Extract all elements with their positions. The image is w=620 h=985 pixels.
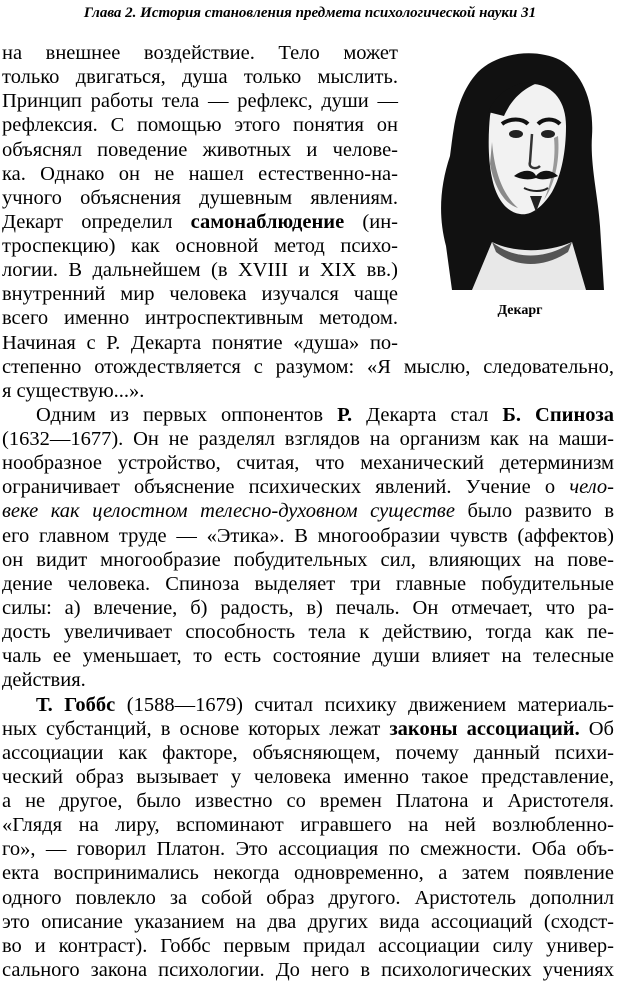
- text-line: внутренний мир человека изучался чаще: [2, 283, 398, 306]
- text-line: степенно отождествляется с разумом: «Я мыслю, следовательно,: [2, 355, 614, 378]
- text-line: всего именно интроспективным методом.: [2, 307, 398, 330]
- text-line: ка. Однако он не нашел естественно-на-: [2, 162, 398, 185]
- text-line: во и контраст). Гоббс первым придал ассоциации силу универ-: [2, 934, 614, 957]
- text-line: ческий образ вызывает у человека именно такое представление,: [2, 765, 614, 788]
- text-line: на внешнее воздействие. Тело может: [2, 42, 398, 64]
- text-line: ных субстанций, в основе которых лежат законы ассоциаций. Об: [2, 717, 614, 740]
- text-line: дость увеличивает способность тела к действию, тогда как пе-: [2, 621, 614, 644]
- text-line: действия.: [2, 669, 86, 692]
- text-line: Принцип работы тела — рефлекс, души —: [2, 90, 398, 113]
- text-line: силы: а) влечение, б) радость, в) печаль. Он отмечает, что ра-: [2, 596, 614, 619]
- text-line: Декарт определил самонаблюдение (ин-: [2, 210, 398, 233]
- descartes-portrait: [432, 46, 608, 290]
- text-line: я существую...».: [2, 379, 145, 402]
- portrait-caption: Декарг: [497, 303, 543, 318]
- paragraph-start-line: Т. Гоббс (1588—1679) считал психику движением материаль-: [36, 693, 614, 716]
- text-line: дение человека. Спиноза выделяет три главные побудительные: [2, 572, 614, 595]
- text-line: нообразное устройство, считая, что механический детерминизм: [2, 452, 614, 475]
- text-line: это описание указанием на два других вида ассоциаций (сходст-: [2, 910, 614, 933]
- running-header: Глава 2. История становления предмета психологической науки 31: [83, 5, 537, 21]
- paragraph-start-line: Одним из первых оппонентов Р. Декарта стал Б. Спиноза: [36, 403, 614, 426]
- text-line: екта воспринимались некогда одновременно, а затем появление: [2, 862, 614, 885]
- text-line: ассоциации как факторе, объясняющем, почему данный психи-: [2, 741, 614, 764]
- text-line: только двигаться, душа только мыслить.: [2, 66, 398, 89]
- text-line: Начиная с Р. Декарта понятие «душа» по-: [2, 331, 398, 354]
- text-line: объяснял поведение животных и челове-: [2, 138, 398, 161]
- text-line: го», — говорил Платон. Это ассоциация по смежности. Оба объ-: [2, 838, 614, 861]
- text-line: его главном труде — «Этика». В многообразии чувств (аффектов): [2, 524, 614, 547]
- text-line: чаль ее уменьшает, то есть состояние души влияет на телесные: [2, 645, 614, 668]
- text-line: «Глядя на лиру, вспоминают игравшего на ней возлюбленно-: [2, 814, 614, 837]
- text-line: троспекцию) как основной метод психо-: [2, 235, 398, 257]
- text-line: ограничивает объяснение психических явлений. Учение о чело-: [2, 476, 614, 499]
- text-line: он видит многообразие побудительных сил, влияющих на пове-: [2, 548, 614, 571]
- text-line: веке как целостном телесно-духовном существе было развито в: [2, 500, 614, 523]
- text-line: одного повлекло за собой образ другого. Аристотель дополнил: [2, 886, 614, 909]
- text-line: (1632—1677). Он не разделял взглядов на организм как на маши-: [2, 428, 614, 451]
- text-line: логии. В дальнейшем (в XVIII и XIX вв.): [2, 259, 398, 282]
- text-line: сального закона психологии. До него в психологических учениях: [2, 958, 614, 981]
- text-line: а не другое, было известно со времен Платона и Аристотеля.: [2, 790, 614, 812]
- text-line: рефлексия. С помощью этого понятия он: [2, 114, 398, 137]
- text-line: учного объяснения душевным явлениям.: [2, 186, 398, 209]
